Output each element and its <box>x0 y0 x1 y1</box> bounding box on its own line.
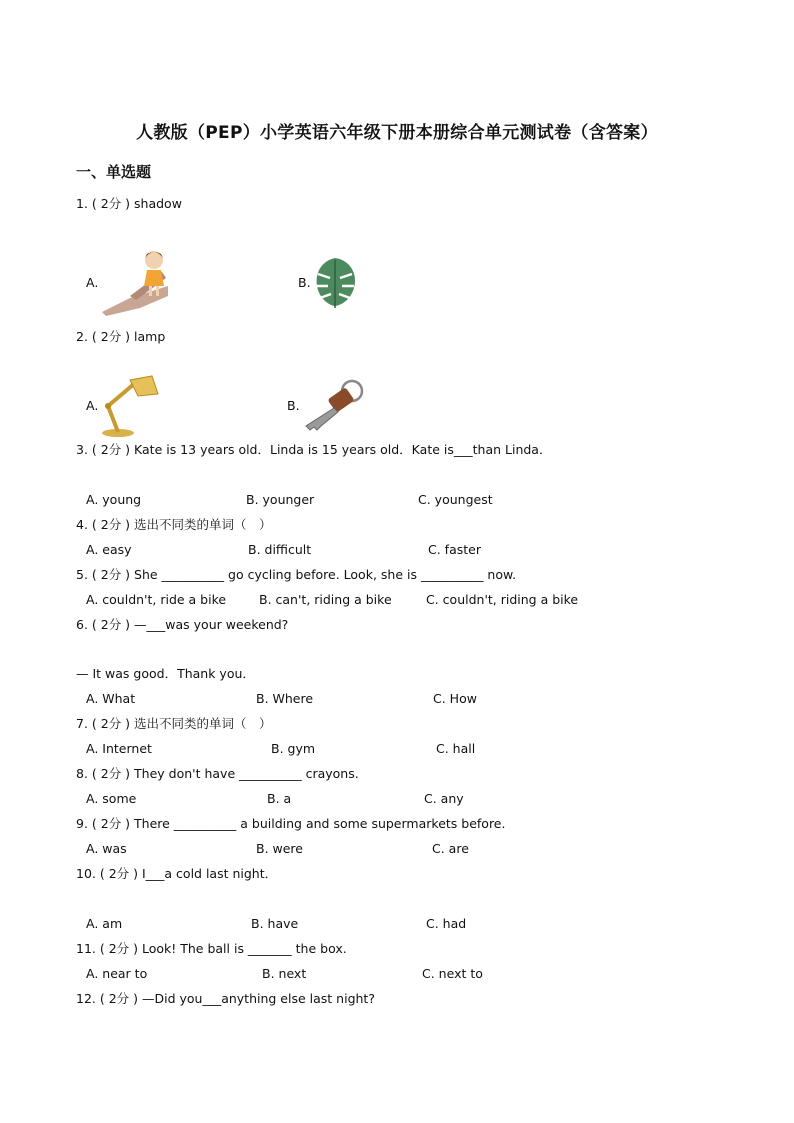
question-5: 5. ( 2分 ) She __________ go cycling before. Look, she is __________ now. <box>76 567 517 582</box>
key-head <box>327 387 354 413</box>
q8-option-a[interactable]: A. some <box>86 791 137 806</box>
q3-option-c[interactable]: C. youngest <box>418 492 493 507</box>
desk-lamp-image <box>98 372 160 438</box>
q6-option-c[interactable]: C. How <box>433 691 477 706</box>
key-image <box>300 378 366 432</box>
q10-option-c[interactable]: C. had <box>426 916 467 931</box>
leaf-image <box>312 256 358 310</box>
lamp-arm <box>108 384 134 432</box>
q6-option-a[interactable]: A. What <box>86 691 136 706</box>
girl-leg-left <box>149 286 152 296</box>
question-2: 2. ( 2分 ) lamp <box>76 329 166 344</box>
lamp-joint <box>105 403 111 409</box>
question-7: 7. ( 2分 ) 选出不同类的单词（ ） <box>76 716 272 731</box>
q7-option-c[interactable]: C. hall <box>436 741 476 756</box>
question-10: 10. ( 2分 ) I___a cold last night． <box>76 866 278 881</box>
key-blade <box>306 408 338 430</box>
section-title: 一、单选题 <box>76 163 152 181</box>
q7-option-b[interactable]: B. gym <box>271 741 316 756</box>
question-11: 11. ( 2分 ) Look! The ball is _______ the box. <box>76 941 347 956</box>
q5-option-b[interactable]: B. can't, riding a bike <box>259 592 392 607</box>
q1-option-a-label[interactable]: A. <box>86 275 99 290</box>
q2-option-b-label[interactable]: B. <box>287 398 300 413</box>
q3-option-b[interactable]: B. younger <box>246 492 315 507</box>
q11-option-c[interactable]: C. next to <box>422 966 483 981</box>
q9-option-a[interactable]: A. was <box>86 841 127 856</box>
q11-option-b[interactable]: B. next <box>262 966 307 981</box>
question-1: 1. ( 2分 ) shadow <box>76 196 182 211</box>
question-8: 8. ( 2分 ) They don't have __________ crayons. <box>76 766 359 781</box>
q11-option-a[interactable]: A. near to <box>86 966 148 981</box>
question-3: 3. ( 2分 ) Kate is 13 years old．Linda is 15 years old．Kate is___than Linda． <box>76 442 552 457</box>
q4-option-a[interactable]: A. easy <box>86 542 132 557</box>
q4-option-b[interactable]: B. difficult <box>248 542 312 557</box>
girl-dress <box>144 270 164 286</box>
girl-shadow-image <box>100 246 170 316</box>
q10-option-b[interactable]: B. have <box>251 916 299 931</box>
q5-option-a[interactable]: A. couldn't, ride a bike <box>86 592 227 607</box>
question-6: 6. ( 2分 ) —___was your weekend? <box>76 617 289 632</box>
q5-option-c[interactable]: C. couldn't, riding a bike <box>426 592 579 607</box>
lamp-shade <box>130 376 158 396</box>
question-6-response: — It was good．Thank you． <box>76 666 255 681</box>
q1-option-b-label[interactable]: B. <box>298 275 311 290</box>
girl-leg-right <box>156 286 159 296</box>
question-4: 4. ( 2分 ) 选出不同类的单词（ ） <box>76 517 272 532</box>
q9-option-c[interactable]: C. are <box>432 841 469 856</box>
q7-option-a[interactable]: A. Internet <box>86 741 152 756</box>
q4-option-c[interactable]: C. faster <box>428 542 481 557</box>
q8-option-b[interactable]: B. a <box>267 791 292 806</box>
q2-option-a-label[interactable]: A. <box>86 398 99 413</box>
q9-option-b[interactable]: B. were <box>256 841 303 856</box>
question-9: 9. ( 2分 ) There __________ a building and some supermarkets before. <box>76 816 506 831</box>
q10-option-a[interactable]: A. am <box>86 916 123 931</box>
q3-option-a[interactable]: A. young <box>86 492 142 507</box>
question-12: 12. ( 2分 ) —Did you___anything else last night? <box>76 991 375 1006</box>
q6-option-b[interactable]: B. Where <box>256 691 314 706</box>
q8-option-c[interactable]: C. any <box>424 791 464 806</box>
page-title: 人教版（PEP）小学英语六年级下册本册综合单元测试卷（含答案） <box>136 123 658 143</box>
